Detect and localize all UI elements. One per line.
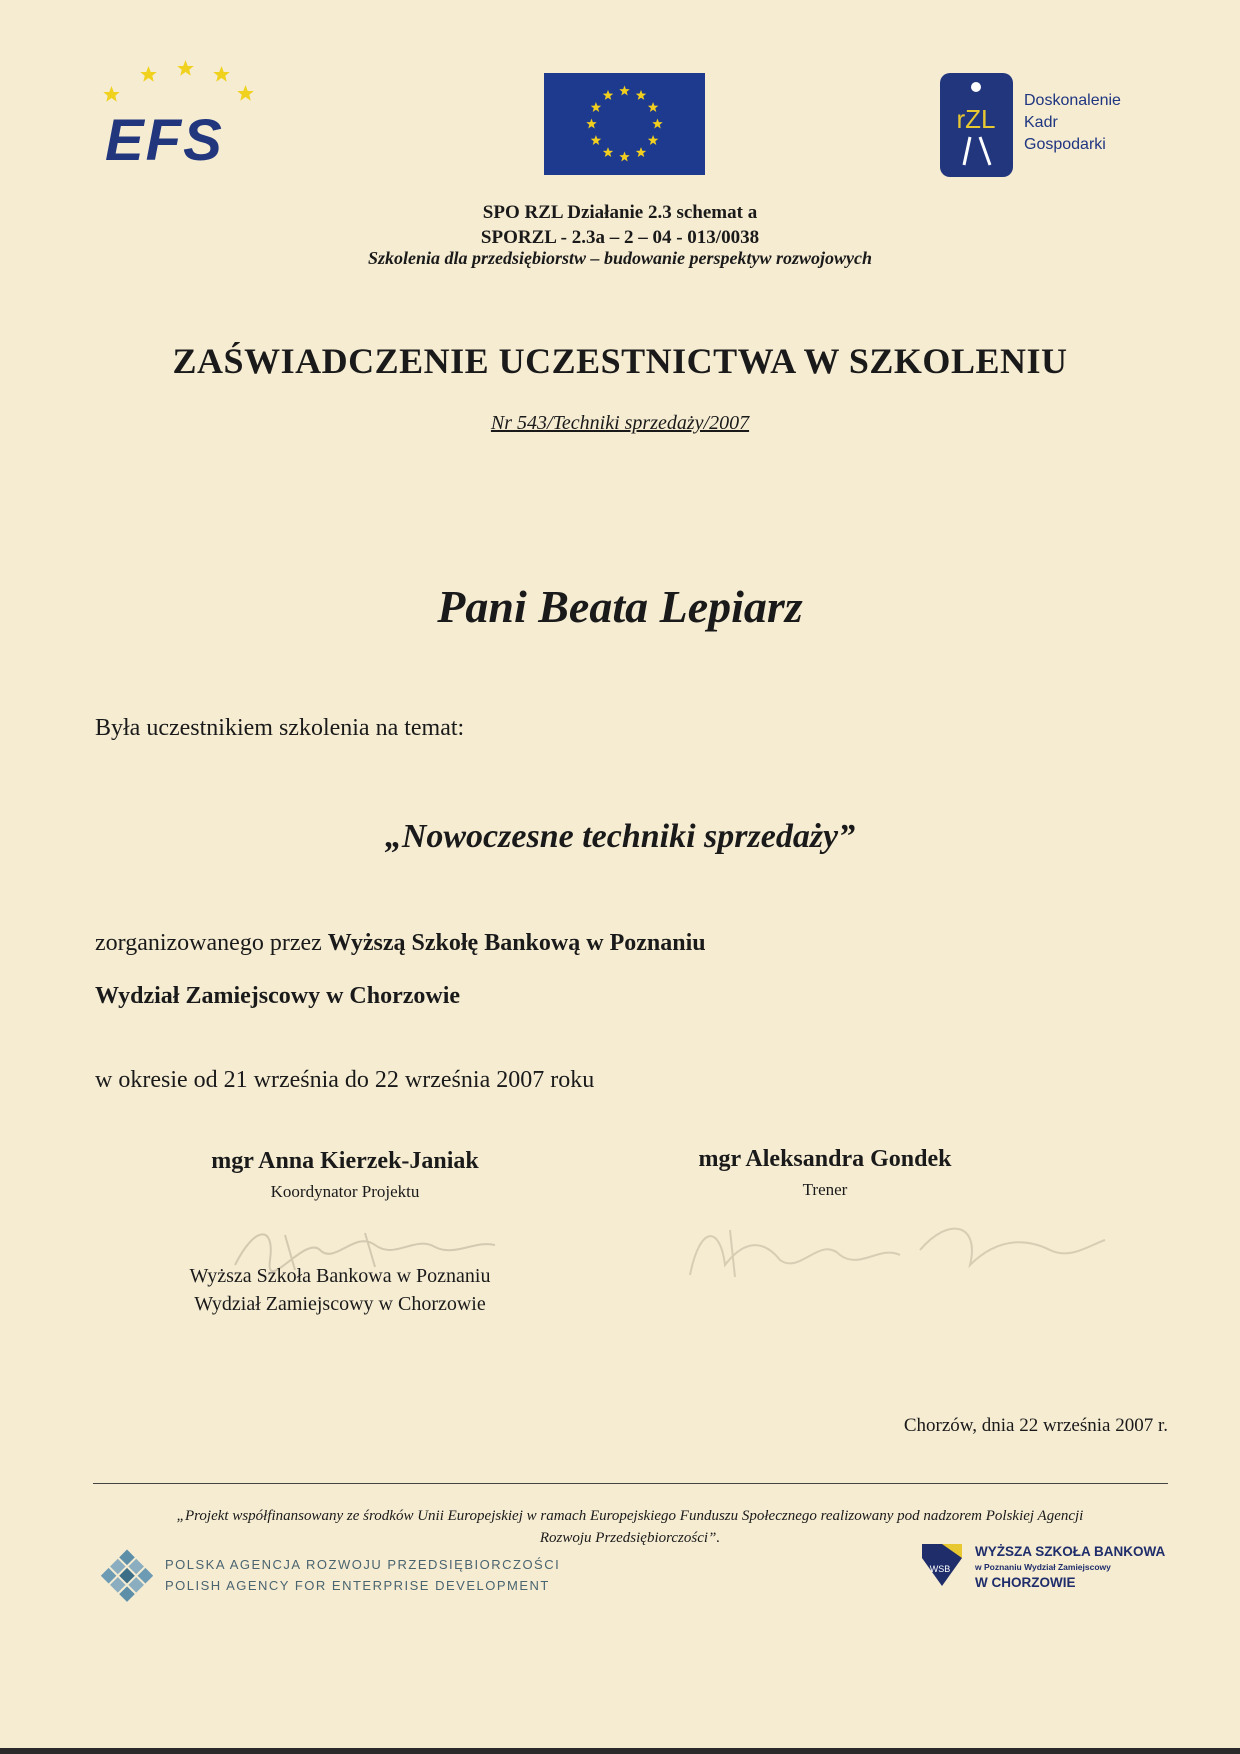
- rzl-figure-icon: [940, 73, 1013, 177]
- efs-logo-graphic: [100, 55, 280, 175]
- place-date: Chorzów, dnia 22 września 2007 r.: [903, 1415, 1168, 1436]
- rzl-logo: [940, 73, 1160, 178]
- organizer-line: [95, 930, 706, 957]
- parp-mosaic-icon: [95, 1545, 159, 1605]
- eu-star-icon: [636, 90, 646, 100]
- eu-star-icon: [648, 102, 658, 112]
- parp-logo: [95, 1545, 575, 1605]
- eu-star-icon: [619, 152, 629, 162]
- certificate-title: ZAŚWIADCZENIE UCZESTNICTWA W SZKOLENIU: [172, 341, 1068, 381]
- eu-star-icon: [603, 90, 613, 100]
- parp-line1: POLSKA AGENCJA ROZWOJU PRZEDSIĘBIORCZOŚCI: [165, 1557, 561, 1572]
- training-period: w okresie od 21 września do 22 września 2007 roku: [95, 1067, 595, 1093]
- eu-star-icon: [652, 119, 662, 129]
- issuer-line2: Wydział Zamiejscowy w Chorzowie: [194, 1293, 486, 1315]
- signatory-2-role: Trener: [802, 1180, 848, 1199]
- footer-note-line1: „Projekt współfinansowany ze środków Unii Europejskiej w ramach Europejskiego Funduszu Społecznego realizowany pod nadzorem Polskiej Agencji: [176, 1508, 1084, 1524]
- spo-line1: SPO RZL Działanie 2.3 schemat a: [482, 202, 758, 223]
- certificate-number: [0, 412, 1240, 435]
- signatory-1-name: mgr Anna Kierzek-Janiak: [211, 1148, 479, 1174]
- wsb-line3: W CHORZOWIE: [975, 1575, 1076, 1590]
- rzl-line1: Doskonalenie: [1024, 92, 1121, 109]
- signatory-2-name: mgr Aleksandra Gondek: [698, 1146, 952, 1172]
- program-code-block: [0, 200, 1240, 250]
- eu-stars-icon: [544, 73, 705, 175]
- organizer-name: Wyższą Szkołę Bankową w Poznaniu: [327, 930, 706, 956]
- eu-star-icon: [586, 119, 596, 129]
- efs-logo-text: EFS: [105, 108, 224, 173]
- rzl-mark-text: rZL: [956, 104, 996, 134]
- signature-2-image: [650, 1205, 1110, 1300]
- wsb-line1: WYŻSZA SZKOŁA BANKOWA: [975, 1544, 1166, 1559]
- eu-star-icon: [591, 102, 601, 112]
- eu-flag: [544, 73, 705, 175]
- footer-divider: [93, 1483, 1168, 1484]
- wsb-badge-text: WSB: [929, 1564, 951, 1574]
- program-subtitle: Szkolenia dla przedsiębiorstw – budowanie perspektyw rozwojowych: [367, 248, 873, 268]
- rzl-line3: Gospodarki: [1024, 136, 1106, 153]
- eu-star-icon: [648, 135, 658, 145]
- eu-star-icon: [591, 135, 601, 145]
- training-topic: „Nowoczesne techniki sprzedaży”: [384, 818, 856, 855]
- footer-note-line2: Rozwoju Przedsiębiorczości”.: [539, 1530, 721, 1546]
- certificate-number-text: Nr 543/Techniki sprzedaży/2007: [490, 412, 750, 434]
- scan-bottom-edge: [0, 1748, 1240, 1754]
- participant-name: Pani Beata Lepiarz: [437, 581, 803, 632]
- eu-star-icon: [603, 147, 613, 157]
- eu-star-icon: [619, 86, 629, 96]
- eu-star-icon: [636, 147, 646, 157]
- wsb-shield-icon: [920, 1540, 964, 1588]
- wsb-logo: [920, 1540, 1180, 1600]
- rzl-logo-mark: [940, 73, 1013, 177]
- parp-line2: POLISH AGENCY FOR ENTERPRISE DEVELOPMENT: [165, 1578, 550, 1593]
- rzl-line2: Kadr: [1024, 114, 1058, 131]
- spo-line2: SPORZL - 2.3a – 2 – 04 - 013/0038: [480, 227, 760, 248]
- issuer-line1: Wyższa Szkoła Bankowa w Poznaniu: [189, 1265, 491, 1287]
- issuer-block: [140, 1262, 540, 1318]
- efs-logo: [100, 55, 280, 175]
- signatory-1-role: Koordynator Projektu: [270, 1182, 420, 1201]
- intro-text: Była uczestnikiem szkolenia na temat:: [95, 715, 465, 741]
- organizer-prefix: zorganizowanego przez: [95, 930, 328, 956]
- wsb-line2: w Poznaniu Wydział Zamiejscowy: [975, 1562, 1111, 1572]
- faculty-name: Wydział Zamiejscowy w Chorzowie: [95, 983, 461, 1009]
